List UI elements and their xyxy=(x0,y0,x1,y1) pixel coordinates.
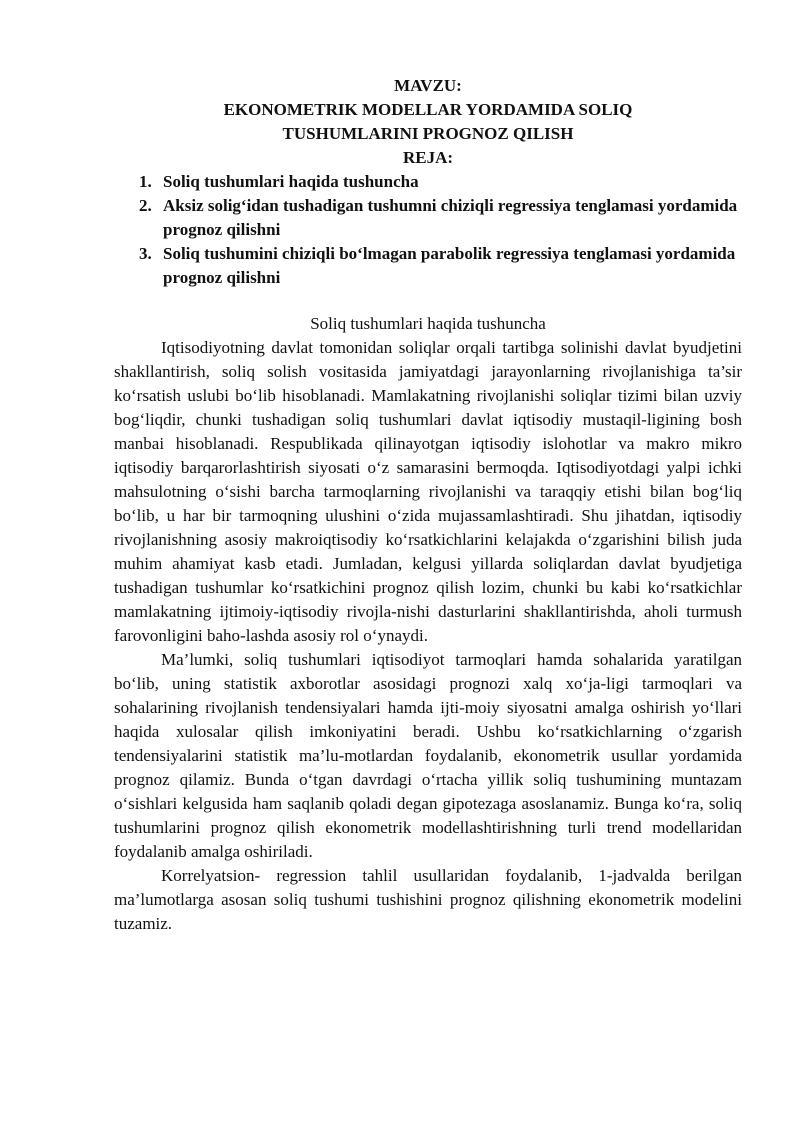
plan-item-number: 1. xyxy=(139,172,152,191)
plan-item-text: Aksiz solig‘idan tushadigan tushumni chiziqli regressiya tenglamasi yordamida prognoz qilishni xyxy=(163,196,738,239)
body-paragraph-2: Ma’lumki, soliq tushumlari iqtisodiyot tarmoqlari hamda sohalarida yaratilgan bo‘lib, uning statistik axborotlar asosidagi prognozi xalq xo‘ja-ligi tarmoqlari va sohalarining rivojlanish tendensiyalari hamda ijti-moiy siyosatni amalga oshirish yo‘llari haqida xulosalar qilish imkoniyatini beradi. Ushbu ko‘rsatkichlarning o‘zgarish tendensiyalarini statistik ma’lu-motlardan foydalanib, ekonometrik usullar yordamida prognoz qilamiz. Bunda o‘tgan davrdagi o‘rtacha yillik soliq tushumining muntazam o‘sishlari kelgusida ham saqlanib qoladi degan gipotezaga asoslanamiz. Bunga ko‘ra, soliq tushumlarini prognoz qilish ekonometrik modellashtirishning turli trend modellaridan foydalanib amalga oshiriladi. xyxy=(114,650,742,861)
plan-item-2 xyxy=(114,194,742,242)
body-paragraph-3: Korrelyatsion- regression tahlil usullaridan foydalanib, 1-jadvalda berilgan ma’lumotlarga asosan soliq tushumi tushishini prognoz qilishning ekonometrik modelini tuzamiz. xyxy=(114,866,742,933)
plan-item-number: 3. xyxy=(139,244,152,263)
topic-label: MAVZU: xyxy=(394,76,462,95)
plan-label: REJA: xyxy=(402,148,454,167)
section-title: Soliq tushumlari haqida tushuncha xyxy=(310,314,546,333)
body-paragraph-1: Iqtisodiyotning davlat tomonidan soliqlar orqali tartibga solinishi davlat byudjetini shakllantirish, soliq solish vositasida jamiyatdagi jarayonlarning rivojlanishiga ta’sir ko‘rsatish uslubi bo‘lib hisoblanadi. Mamlakatning rivojlanishi soliqlar tizimi bilan uzviy bog‘liqdir, chunki tushadigan soliq tushumlari davlat iqtisodiy mustaqil-ligining bosh manbai hisoblanadi. Respublikada qilinayotgan iqtisodiy islohotlar va makro mikro iqtisodiy barqarorlashtirish siyosati o‘z samarasini bermoqda. Iqtisodiyotdagi yalpi ichki mahsulotning o‘sishi barcha tarmoqlarning rivojlanishi va taraqqiy etishi bilan bog‘liq bo‘lib, u har bir tarmoqning ulushini o‘zida mujassamlashtiradi. Shu jihatdan, iqtisodiy rivojlanishning asosiy makroiqtisodiy ko‘rsatkichlarini kelajakda o‘zgarishini bilish juda muhim ahamiyat kasb etadi. Jumladan, kelgusi yillarda soliqlardan davlat byudjetiga tushadigan tushumlar ko‘rsatkichini prognoz qilish lozim, chunki bu kabi ko‘rsatkichlar mamlakatning ijtimoiy-iqtisodiy rivojla-nishi dasturlarini shakllantirishda, aholi turmush farovonligini baho-lashda asosiy rol o‘ynaydi. xyxy=(114,338,742,645)
document-title-line-2: TUSHUMLARINI PROGNOZ QILISH xyxy=(282,124,574,143)
plan-item-number: 2. xyxy=(139,196,152,215)
document-page xyxy=(114,74,742,936)
plan-item-text: Soliq tushumini chiziqli bo‘lmagan parabolik regressiya tenglamasi yordamida prognoz qilishni xyxy=(163,244,736,287)
plan-item-3 xyxy=(114,242,742,290)
plan-list xyxy=(114,170,742,290)
plan-item-1 xyxy=(114,170,742,194)
plan-item-text: Soliq tushumlari haqida tushuncha xyxy=(163,172,419,191)
document-title-line-1: EKONOMETRIK MODELLAR YORDAMIDA SOLIQ xyxy=(223,100,633,119)
